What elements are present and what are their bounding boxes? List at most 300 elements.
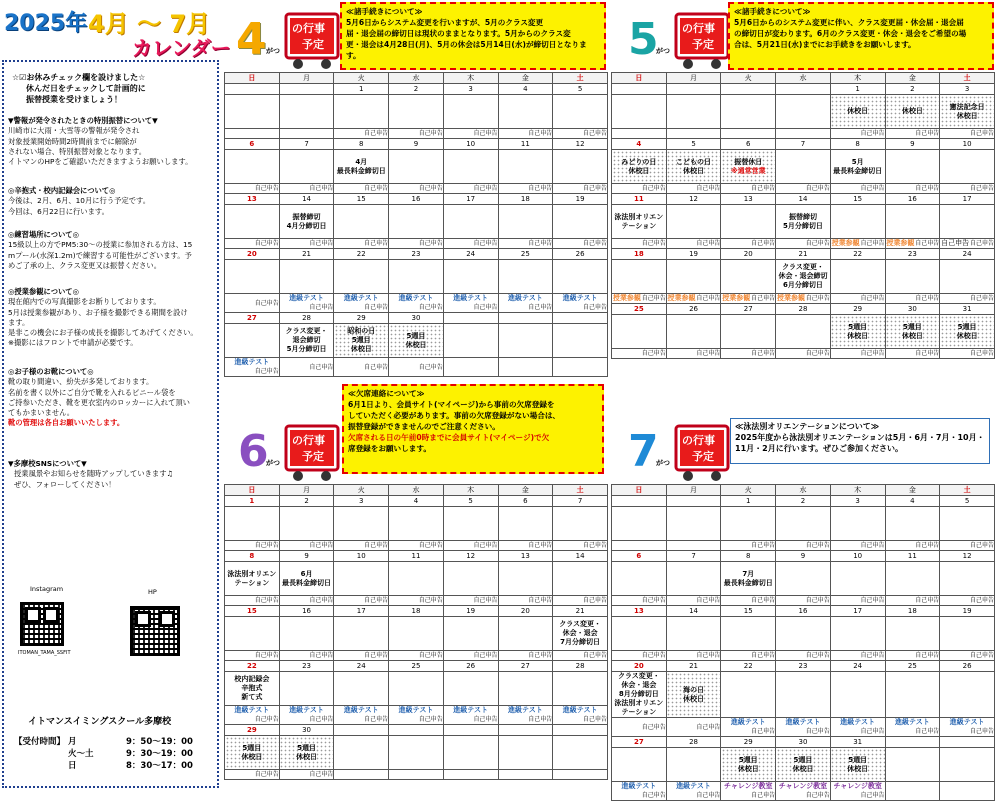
absence-checkbox[interactable]: 自己申告 (751, 728, 776, 735)
absence-checkbox[interactable]: 自己申告 (364, 363, 389, 371)
day-footer: 進級テスト 自己申告 (940, 718, 995, 737)
absence-checkbox[interactable]: 自己申告 (915, 295, 940, 302)
june-number: 6 (238, 426, 269, 477)
day-number: 13 (721, 194, 776, 205)
absence-checkbox[interactable]: 自己申告 (915, 652, 940, 659)
absence-checkbox[interactable]: 自己申告 (915, 240, 940, 247)
absence-checkbox[interactable]: 自己申告 (473, 652, 498, 659)
absence-checkbox[interactable]: 自己申告 (751, 240, 776, 247)
day-footer: 進級テスト 自己申告 (334, 706, 389, 725)
hours-day-tue: 火～土 (68, 749, 94, 759)
day-number: 16 (776, 606, 831, 617)
instagram-label: Instagram (30, 585, 64, 593)
day-number: 25 (885, 661, 940, 672)
months-title: 4月 ～ 7月 (88, 10, 211, 38)
jul-calendar-table (611, 484, 995, 801)
observation-section: ◎授業参観について◎ 現在館内での写真撮影をお断りしております。 5月は授業参観があり、お子様を撮影できる期間を設け ます。 是非この機会にお子様の成長を撮影してあげてください。 ※撮影にはフロントで申請が必要です。 (8, 287, 198, 348)
day-footer: 進級テスト 自己申告 (279, 294, 334, 313)
absence-checkbox[interactable]: 自己申告 (969, 597, 994, 604)
day-footer (553, 651, 608, 661)
absence-checkbox[interactable]: 自己申告 (641, 723, 666, 731)
day-number: 23 (389, 249, 444, 260)
weekday-header: 火 (721, 485, 776, 496)
day-footer (498, 184, 553, 194)
absence-checkbox[interactable]: 自己申告 (696, 597, 721, 604)
absence-checkbox[interactable]: 自己申告 (364, 240, 389, 247)
day-footer: 進級テスト 自己申告 (666, 782, 721, 801)
day-events (885, 672, 940, 718)
absence-checkbox[interactable]: 自己申告 (641, 792, 666, 799)
day-events (553, 260, 608, 294)
day-number: 2 (389, 84, 444, 95)
day-number: 8 (225, 551, 280, 562)
warning-section: ▼警報が発令されたときの特別振替について▼ 川崎市に大雨・大雪等の警報が発令され 対象授業開始時間2時間前までに解除が されない場合、特別振替対象となります。 イトマンのHPをご確認いただきますようお願いします。 (8, 116, 193, 167)
day-number: 3 (940, 84, 995, 95)
absence-checkbox[interactable]: 自己申告 (418, 652, 443, 659)
day-footer: 進級テスト 自己申告 (389, 294, 444, 313)
absence-checkbox[interactable]: 自己申告 (805, 542, 830, 549)
absence-checkbox[interactable]: 自己申告 (364, 185, 389, 192)
absence-checkbox[interactable]: 自己申告 (641, 185, 666, 192)
day-number: 3 (443, 84, 498, 95)
day-events (776, 672, 831, 718)
day-footer: 授業参観 自己申告 (831, 239, 885, 247)
day-events (885, 748, 940, 782)
day-footer (830, 294, 885, 304)
day-number: 23 (776, 661, 831, 672)
absence-checkbox[interactable]: 自己申告 (751, 185, 776, 192)
absence-checkbox[interactable]: 自己申告 (364, 652, 389, 659)
absence-checkbox[interactable]: 自己申告 (309, 771, 334, 778)
absence-checkbox[interactable]: 自己申告 (528, 542, 553, 549)
absence-checkbox[interactable]: 自己申告 (860, 728, 885, 735)
day-footer (666, 184, 721, 194)
weekday-header: 土 (940, 73, 995, 84)
day-footer: 進級テスト 自己申告 (721, 718, 776, 737)
day-footer (443, 184, 498, 194)
absence-checkbox[interactable]: 自己申告 (254, 368, 279, 375)
day-number: 6 (498, 496, 553, 507)
day-footer: 進級テスト 自己申告 (776, 718, 831, 737)
day-footer (776, 349, 831, 359)
day-footer (721, 651, 776, 661)
absence-checkbox[interactable]: 自己申告 (641, 295, 666, 302)
absence-checkbox[interactable]: 自己申告 (473, 716, 498, 723)
absence-checkbox[interactable]: 自己申告 (309, 542, 334, 549)
absence-checkbox[interactable]: 自己申告 (969, 542, 994, 549)
absence-checkbox[interactable]: 自己申告 (309, 304, 334, 311)
absence-checkbox[interactable]: 自己申告 (254, 597, 279, 604)
absence-checkbox[interactable]: 自己申告 (969, 130, 994, 137)
absence-checkbox[interactable]: 自己申告 (582, 597, 607, 604)
absence-checkbox[interactable]: 自己申告 (696, 185, 721, 192)
absence-checkbox[interactable]: 自己申告 (696, 240, 721, 247)
absence-checkbox[interactable]: 自己申告 (969, 652, 994, 659)
absence-checkbox[interactable]: 自己申告 (418, 130, 443, 137)
absence-checkbox[interactable]: 自己申告 (528, 304, 553, 311)
day-number: 12 (940, 551, 995, 562)
day-number: 27 (612, 737, 667, 748)
day-events (498, 95, 553, 129)
day-footer (553, 358, 608, 377)
day-number (553, 725, 608, 736)
absence-checkbox[interactable]: 自己申告 (528, 240, 553, 247)
absence-checkbox[interactable]: 自己申告 (641, 240, 666, 247)
absence-checkbox[interactable]: 自己申告 (751, 792, 776, 799)
shoes-section: ◎お子様のお靴について◎ 靴の取り間違い、紛失が多発しております。 名前を書く以外にご自分で靴を入れるビニール袋を ご持参いただき、靴を更衣室内のロッカーに入れて頂い てもかまいません。 靴の管理は各自お願いいたします。 (8, 367, 190, 428)
day-events (553, 95, 608, 129)
day-events (776, 315, 831, 349)
absence-checkbox[interactable]: 自己申告 (751, 652, 776, 659)
day-footer (776, 184, 831, 194)
absence-checkbox[interactable]: 自己申告 (696, 792, 721, 799)
day-number (334, 725, 389, 736)
day-number: 7 (279, 139, 334, 150)
day-events (721, 507, 776, 541)
absence-checkbox[interactable]: 自己申告 (582, 542, 607, 549)
absence-checkbox[interactable]: 自己申告 (860, 350, 885, 357)
absence-checkbox[interactable]: 自己申告 (364, 542, 389, 549)
day-events (940, 562, 995, 596)
absence-checkbox[interactable]: 自己申告 (254, 542, 279, 549)
day-events (498, 205, 553, 239)
absence-checkbox[interactable]: 自己申告 (805, 792, 830, 799)
weekday-header: 木 (443, 73, 498, 84)
day-number: 8 (830, 139, 885, 150)
day-footer (940, 782, 995, 801)
absence-checkbox[interactable]: 自己申告 (418, 716, 443, 723)
absence-checkbox[interactable]: 自己申告 (696, 295, 721, 302)
day-footer (776, 129, 831, 139)
day-number: 27 (225, 313, 280, 324)
absence-checkbox[interactable]: 自己申告 (860, 542, 885, 549)
absence-checkbox[interactable]: 自己申告 (860, 185, 885, 192)
absence-checkbox[interactable]: 自己申告 (528, 185, 553, 192)
absence-checkbox[interactable]: 自己申告 (915, 597, 940, 604)
day-number: 1 (334, 84, 389, 95)
hp-qr-code[interactable] (130, 606, 180, 656)
day-number: 12 (666, 194, 721, 205)
day-events (553, 150, 608, 184)
absence-checkbox[interactable]: 自己申告 (860, 597, 885, 604)
day-footer: 進級テスト 自己申告 (612, 782, 667, 801)
absence-checkbox[interactable]: 自己申告 (805, 597, 830, 604)
day-events (279, 95, 334, 129)
day-events: 校内記録会 辛抱式 新て式 (225, 672, 280, 706)
absence-checkbox[interactable]: 自己申告 (309, 716, 334, 723)
day-events (443, 507, 498, 541)
day-footer (334, 129, 389, 139)
absence-checkbox[interactable]: 自己申告 (860, 130, 885, 137)
absence-checkbox[interactable]: 自己申告 (364, 130, 389, 137)
absence-checkbox[interactable]: 自己申告 (364, 304, 389, 311)
day-number (443, 725, 498, 736)
day-footer (721, 239, 776, 249)
day-footer (830, 596, 885, 606)
absence-checkbox[interactable]: 自己申告 (528, 652, 553, 659)
day-events (225, 260, 280, 294)
absence-checkbox[interactable]: 自己申告 (751, 542, 776, 549)
absence-checkbox[interactable]: 自己申告 (860, 652, 885, 659)
absence-checkbox[interactable]: 自己申告 (969, 350, 994, 357)
hours-time-mon: 9：50～19：00 (126, 737, 193, 747)
weekday-header: 土 (553, 485, 608, 496)
day-footer (498, 651, 553, 661)
day-number: 22 (334, 249, 389, 260)
day-footer (389, 184, 444, 194)
day-number: 7 (776, 139, 831, 150)
day-events (666, 507, 721, 541)
day-footer (498, 596, 553, 606)
weekday-header: 土 (553, 73, 608, 84)
day-events (612, 95, 667, 129)
absence-checkbox[interactable]: 自己申告 (860, 240, 885, 247)
day-number: 9 (389, 139, 444, 150)
day-events (279, 260, 334, 294)
absence-checkbox[interactable]: 自己申告 (751, 295, 776, 302)
absence-checkbox[interactable]: 自己申告 (473, 240, 498, 247)
may-number: 5 (628, 14, 659, 65)
absence-checkbox[interactable]: 自己申告 (969, 185, 994, 192)
april-yotei-label: 予定 (302, 38, 324, 51)
absence-checkbox[interactable]: 自己申告 (528, 597, 553, 604)
absence-checkbox[interactable]: 自己申告 (582, 240, 607, 247)
day-footer (443, 129, 498, 139)
day-number: 13 (612, 606, 667, 617)
day-events: 5週目 休校日 (830, 748, 885, 782)
day-number: 25 (498, 249, 553, 260)
day-footer (666, 349, 721, 359)
absence-checkbox[interactable]: 自己申告 (582, 304, 607, 311)
day-events (334, 205, 389, 239)
day-events (721, 95, 776, 129)
absence-checkbox[interactable]: 自己申告 (582, 652, 607, 659)
day-number: 16 (885, 194, 940, 205)
day-events (666, 617, 721, 651)
absence-checkbox[interactable]: 自己申告 (751, 350, 776, 357)
absence-checkbox[interactable]: 自己申告 (969, 295, 994, 302)
day-number: 27 (721, 304, 776, 315)
day-events: 振替休日 ※通常営業 (721, 150, 776, 184)
day-footer (553, 596, 608, 606)
day-footer: 授業参観 自己申告 (776, 294, 830, 302)
june-gatsu: がつ (266, 459, 280, 467)
day-events (553, 205, 608, 239)
day-number: 9 (885, 139, 940, 150)
day-footer (443, 358, 498, 377)
absence-checkbox[interactable]: 自己申告 (309, 240, 334, 247)
absence-checkbox[interactable]: 自己申告 (915, 350, 940, 357)
day-number: 22 (225, 661, 280, 672)
day-footer (334, 358, 389, 377)
day-footer (553, 129, 608, 139)
day-events (443, 150, 498, 184)
day-number: 18 (389, 606, 444, 617)
absence-checkbox[interactable]: 自己申告 (254, 716, 279, 723)
day-events (443, 562, 498, 596)
absence-checkbox[interactable]: 自己申告 (805, 652, 830, 659)
april-event-label: の行事 (292, 22, 325, 35)
day-footer (776, 541, 831, 551)
absence-checkbox[interactable]: 自己申告 (696, 652, 721, 659)
day-footer (721, 349, 776, 359)
absence-checkbox[interactable]: 自己申告 (254, 240, 279, 247)
absence-checkbox[interactable]: 自己申告 (254, 185, 279, 192)
absence-checkbox[interactable]: 自己申告 (309, 652, 334, 659)
day-number: 13 (498, 551, 553, 562)
absence-checkbox[interactable]: 自己申告 (641, 652, 666, 659)
day-events: みどりの日 休校日 (612, 150, 667, 184)
absence-checkbox[interactable]: 自己申告 (473, 304, 498, 311)
day-footer (612, 349, 667, 359)
day-footer (721, 541, 776, 551)
day-footer (389, 770, 444, 780)
day-footer (498, 770, 553, 780)
absence-checkbox[interactable]: 自己申告 (805, 185, 830, 192)
day-number: 2 (776, 496, 831, 507)
instagram-qr-code[interactable] (20, 602, 64, 646)
meet-section: ◎辛抱式・校内記録会について◎ 今後は、2月、6月、10月に行う予定です。 今回は、6月22日に行います。 (8, 186, 151, 216)
absence-checkbox[interactable]: 自己申告 (309, 363, 334, 371)
absence-checkbox[interactable]: 自己申告 (364, 716, 389, 723)
absence-checkbox[interactable]: 自己申告 (751, 597, 776, 604)
day-footer (334, 651, 389, 661)
may-procedure-notice: ≪諸手続きについて≫ 5月6日からのシステム変更に伴い、クラス変更届・休会届・退会届 の締切日が変わります。6月のクラス変更・休会・退会をご希望の場 合は、5月21日(水)までにお手続きをお願いします。 (728, 2, 994, 70)
absence-checkbox[interactable]: 自己申告 (473, 130, 498, 137)
may-badge (612, 6, 730, 70)
day-footer (279, 596, 334, 606)
day-number (553, 313, 608, 324)
absence-checkbox[interactable]: 自己申告 (254, 771, 279, 778)
absence-checkbox[interactable]: 自己申告 (309, 185, 334, 192)
absence-checkbox[interactable]: 自己申告 (528, 130, 553, 137)
absence-checkbox[interactable]: 自己申告 (805, 295, 830, 302)
day-footer (279, 129, 334, 139)
absence-checkbox[interactable]: 自己申告 (969, 728, 994, 735)
day-number: 3 (334, 496, 389, 507)
july-yotei-label: 予定 (692, 450, 714, 463)
absence-checkbox[interactable]: 自己申告 (860, 792, 885, 799)
day-events (225, 205, 280, 239)
day-number: 1 (721, 496, 776, 507)
absence-checkbox[interactable]: 自己申告 (254, 652, 279, 659)
absence-checkbox[interactable]: 自己申告 (915, 728, 940, 735)
day-events: こどもの日 休校日 (666, 150, 721, 184)
absence-checkbox[interactable]: 自己申告 (364, 597, 389, 604)
day-footer: 進級テスト 自己申告 (498, 706, 553, 725)
day-number: 5 (553, 84, 608, 95)
absence-checkbox[interactable]: 自己申告 (860, 295, 885, 302)
absence-checkbox[interactable]: 自己申告 (805, 728, 830, 735)
absence-checkbox[interactable]: 自己申告 (582, 130, 607, 137)
day-number: 20 (498, 606, 553, 617)
absence-checkbox[interactable]: 自己申告 (473, 542, 498, 549)
day-events: 5週目 休校日 (940, 315, 995, 349)
day-number: 18 (885, 606, 940, 617)
absence-checkbox[interactable]: 自己申告 (805, 350, 830, 357)
day-events: 5週目 休校日 (830, 315, 885, 349)
absence-checkbox[interactable]: 自己申告 (805, 240, 830, 247)
hours-time-tue: 9：30～19：00 (126, 749, 193, 759)
day-footer (498, 129, 553, 139)
absence-checkbox[interactable]: 自己申告 (915, 542, 940, 549)
day-footer (334, 770, 389, 780)
weekday-header: 日 (612, 485, 667, 496)
absence-checkbox[interactable]: 自己申告 (418, 363, 443, 371)
day-events (443, 736, 498, 770)
day-events (885, 260, 940, 294)
day-footer (885, 596, 940, 606)
day-events (389, 736, 444, 770)
day-footer (940, 294, 995, 304)
day-footer (279, 770, 334, 780)
day-events (334, 672, 389, 706)
day-footer (443, 770, 498, 780)
absence-checkbox[interactable]: 自己申告 (641, 597, 666, 604)
absence-checkbox[interactable]: 自己申告 (969, 240, 994, 247)
absence-checkbox[interactable]: 自己申告 (254, 299, 279, 307)
day-number: 1 (830, 84, 885, 95)
day-number: 11 (498, 139, 553, 150)
day-events (498, 617, 553, 651)
absence-checkbox[interactable]: 自己申告 (418, 185, 443, 192)
absence-checkbox[interactable]: 自己申告 (418, 304, 443, 311)
day-events (940, 205, 995, 239)
absence-checkbox[interactable]: 自己申告 (915, 185, 940, 192)
day-events: 泳法別オリエン テーション (612, 205, 667, 239)
day-events: 昭和の日 5週目 休校日 (334, 324, 389, 358)
absence-checkbox[interactable]: 自己申告 (418, 597, 443, 604)
absence-checkbox[interactable]: 自己申告 (473, 185, 498, 192)
absence-checkbox[interactable]: 自己申告 (309, 597, 334, 604)
day-number: 28 (279, 313, 334, 324)
day-number: 21 (776, 249, 831, 260)
absence-checkbox[interactable]: 自己申告 (696, 350, 721, 357)
day-events (225, 150, 280, 184)
absence-checkbox[interactable]: 自己申告 (696, 723, 721, 731)
day-footer: 進級テスト 自己申告 (553, 294, 608, 313)
absence-checkbox[interactable]: 自己申告 (641, 350, 666, 357)
absence-checkbox[interactable]: 自己申告 (418, 240, 443, 247)
absence-checkbox[interactable]: 自己申告 (582, 716, 607, 723)
weekday-header: 水 (776, 73, 831, 84)
day-events (389, 617, 444, 651)
day-events (666, 205, 721, 239)
day-footer (389, 651, 444, 661)
intro-section: ☆☑お休みチェック欄を設けました☆ 休んだ日をチェックして計画的に 振替授業を受けましょう！ (12, 73, 146, 104)
day-events: 憲法記念日 休校日 (940, 95, 995, 129)
day-number: 20 (721, 249, 776, 260)
weekday-header: 日 (612, 73, 667, 84)
weekday-header: 金 (498, 485, 553, 496)
day-number: 7 (553, 496, 608, 507)
absence-checkbox[interactable]: 自己申告 (582, 185, 607, 192)
day-number: 23 (885, 249, 940, 260)
absence-checkbox[interactable]: 自己申告 (473, 597, 498, 604)
april-badge (222, 6, 340, 70)
day-events (940, 260, 995, 294)
day-events (666, 95, 721, 129)
absence-checkbox[interactable]: 自己申告 (528, 716, 553, 723)
day-footer (553, 541, 608, 551)
absence-checkbox[interactable]: 自己申告 (915, 130, 940, 137)
day-number: 29 (225, 725, 280, 736)
day-number: 24 (443, 249, 498, 260)
day-events (334, 617, 389, 651)
day-number: 11 (885, 551, 940, 562)
absence-checkbox[interactable]: 自己申告 (418, 542, 443, 549)
hp-label: HP (148, 588, 157, 596)
